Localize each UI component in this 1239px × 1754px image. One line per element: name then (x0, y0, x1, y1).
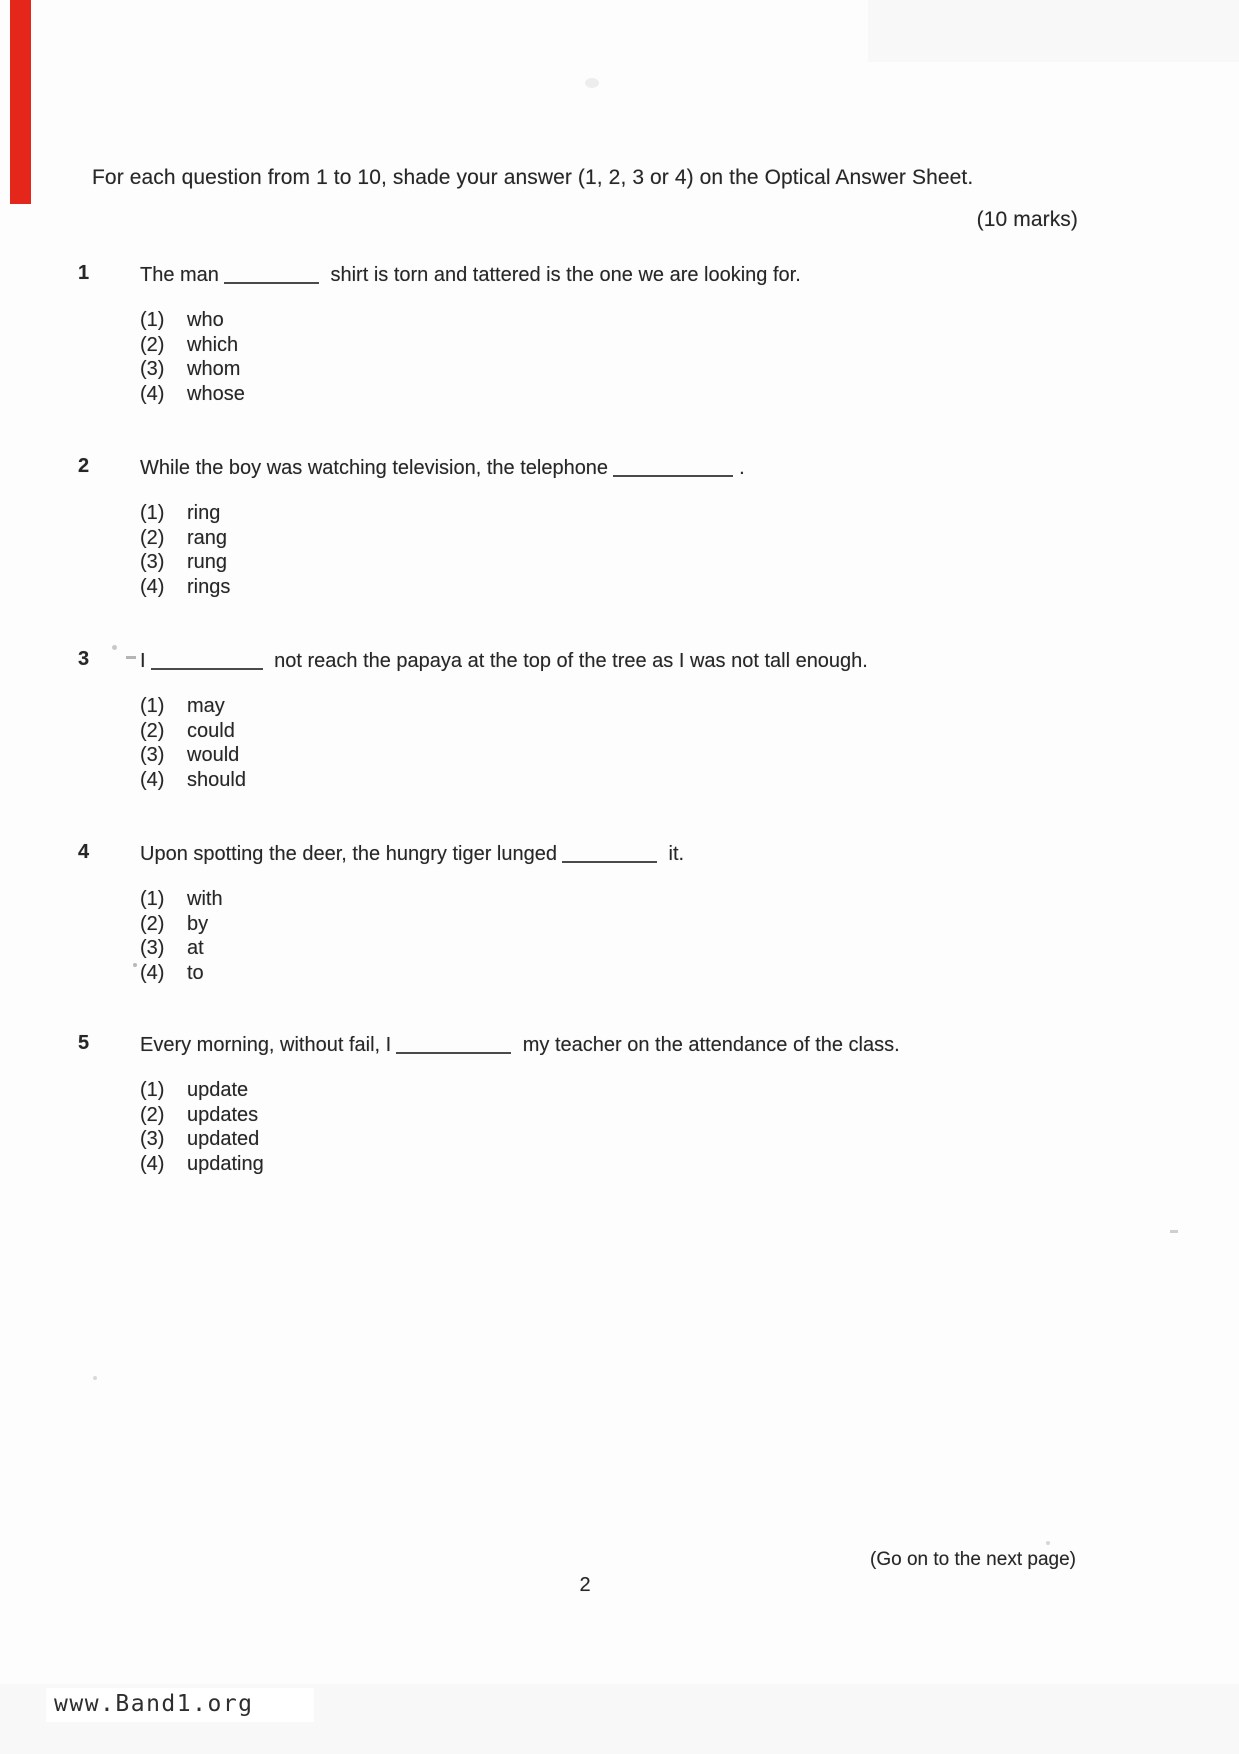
option-text: with (187, 888, 223, 910)
options-list (140, 501, 230, 599)
option-label: (2) (140, 526, 165, 549)
option-row (140, 333, 245, 358)
section-header (92, 164, 1078, 233)
option-row (140, 694, 246, 719)
options-list (140, 308, 245, 406)
option-text: should (187, 768, 246, 791)
option-label: (4) (140, 961, 165, 984)
continue-note: (Go on to the next page) (870, 1549, 1076, 1570)
option-text: rung (187, 551, 228, 573)
options-list (140, 887, 223, 985)
option-row (140, 1078, 264, 1103)
option-label: (3) (140, 358, 165, 380)
scan-speck (1170, 1230, 1178, 1233)
answer-blank (151, 668, 263, 670)
option-label: (3) (140, 551, 165, 573)
option-row (140, 768, 246, 793)
answer-blank (613, 475, 733, 477)
question-stem: The man shirt is torn and tattered is the one we are looking for. (140, 264, 801, 286)
question-number: 1 (78, 262, 90, 284)
option-label: (2) (140, 719, 165, 742)
option-text: would (187, 744, 240, 766)
option-row (140, 308, 245, 333)
option-label: (4) (140, 768, 165, 791)
option-text: updated (187, 1128, 260, 1150)
scan-speck (112, 645, 117, 650)
scan-speck (93, 1376, 97, 1380)
option-label: (3) (140, 744, 165, 766)
option-row (140, 1127, 264, 1152)
watermark: www.Band1.org (46, 1688, 314, 1722)
option-label: (1) (140, 1079, 165, 1101)
option-label: (3) (140, 937, 165, 959)
option-text: whom (187, 358, 241, 380)
option-text: to (187, 961, 204, 984)
option-row (140, 743, 246, 768)
option-row (140, 936, 223, 961)
question-stem: Upon spotting the deer, the hungry tiger lunged it. (140, 843, 685, 865)
option-text: at (187, 937, 204, 959)
option-label: (1) (140, 695, 165, 717)
option-row (140, 887, 223, 912)
question-number: 3 (78, 648, 90, 670)
option-text: rings (187, 575, 231, 598)
instructions-text: For each question from 1 to 10, shade your answer (1, 2, 3 or 4) on the Optical Answer Sheet. (92, 166, 974, 189)
option-label: (4) (140, 1152, 165, 1175)
scan-speck (126, 656, 136, 659)
marks-label: (10 marks) (976, 208, 1078, 231)
option-text: rang (187, 526, 228, 549)
answer-blank (562, 861, 657, 863)
option-text: updating (187, 1152, 264, 1175)
option-label: (1) (140, 502, 165, 524)
question-stem: Every morning, without fail, I my teacher on the attendance of the class. (140, 1034, 900, 1056)
option-text: update (187, 1079, 249, 1101)
options-list (140, 1078, 264, 1176)
option-text: whose (187, 382, 245, 405)
option-text: ring (187, 502, 221, 524)
question-number: 5 (78, 1032, 90, 1054)
options-list (140, 694, 246, 792)
option-row (140, 961, 223, 986)
option-label: (3) (140, 1128, 165, 1150)
option-row (140, 501, 230, 526)
option-text: updates (187, 1103, 259, 1126)
option-label: (4) (140, 382, 165, 405)
option-label: (4) (140, 575, 165, 598)
option-row (140, 719, 246, 744)
option-row (140, 526, 230, 551)
scan-speck (1046, 1541, 1050, 1545)
scan-shading (868, 0, 1239, 62)
answer-blank (224, 282, 319, 284)
page-number: 2 (579, 1574, 591, 1596)
option-text: who (187, 309, 224, 331)
option-label: (1) (140, 888, 165, 910)
option-text: could (187, 719, 235, 742)
option-row (140, 550, 230, 575)
option-text: which (187, 333, 239, 356)
option-row (140, 912, 223, 937)
question-stem: I not reach the papaya at the top of the tree as I was not tall enough. (140, 650, 868, 672)
question-number: 4 (78, 841, 90, 863)
option-row (140, 1103, 264, 1128)
question-stem: While the boy was watching television, the telephone . (140, 457, 745, 479)
option-row (140, 575, 230, 600)
option-row (140, 1152, 264, 1177)
option-label: (1) (140, 309, 165, 331)
option-label: (2) (140, 1103, 165, 1126)
answer-blank (396, 1052, 511, 1054)
red-margin-stripe (10, 0, 31, 204)
option-label: (2) (140, 333, 165, 356)
option-text: by (187, 912, 209, 935)
option-row (140, 382, 245, 407)
option-label: (2) (140, 912, 165, 935)
question-number: 2 (78, 455, 90, 477)
option-row (140, 357, 245, 382)
scan-speck (133, 963, 137, 967)
option-text: may (187, 695, 225, 717)
scan-speck (585, 78, 599, 88)
